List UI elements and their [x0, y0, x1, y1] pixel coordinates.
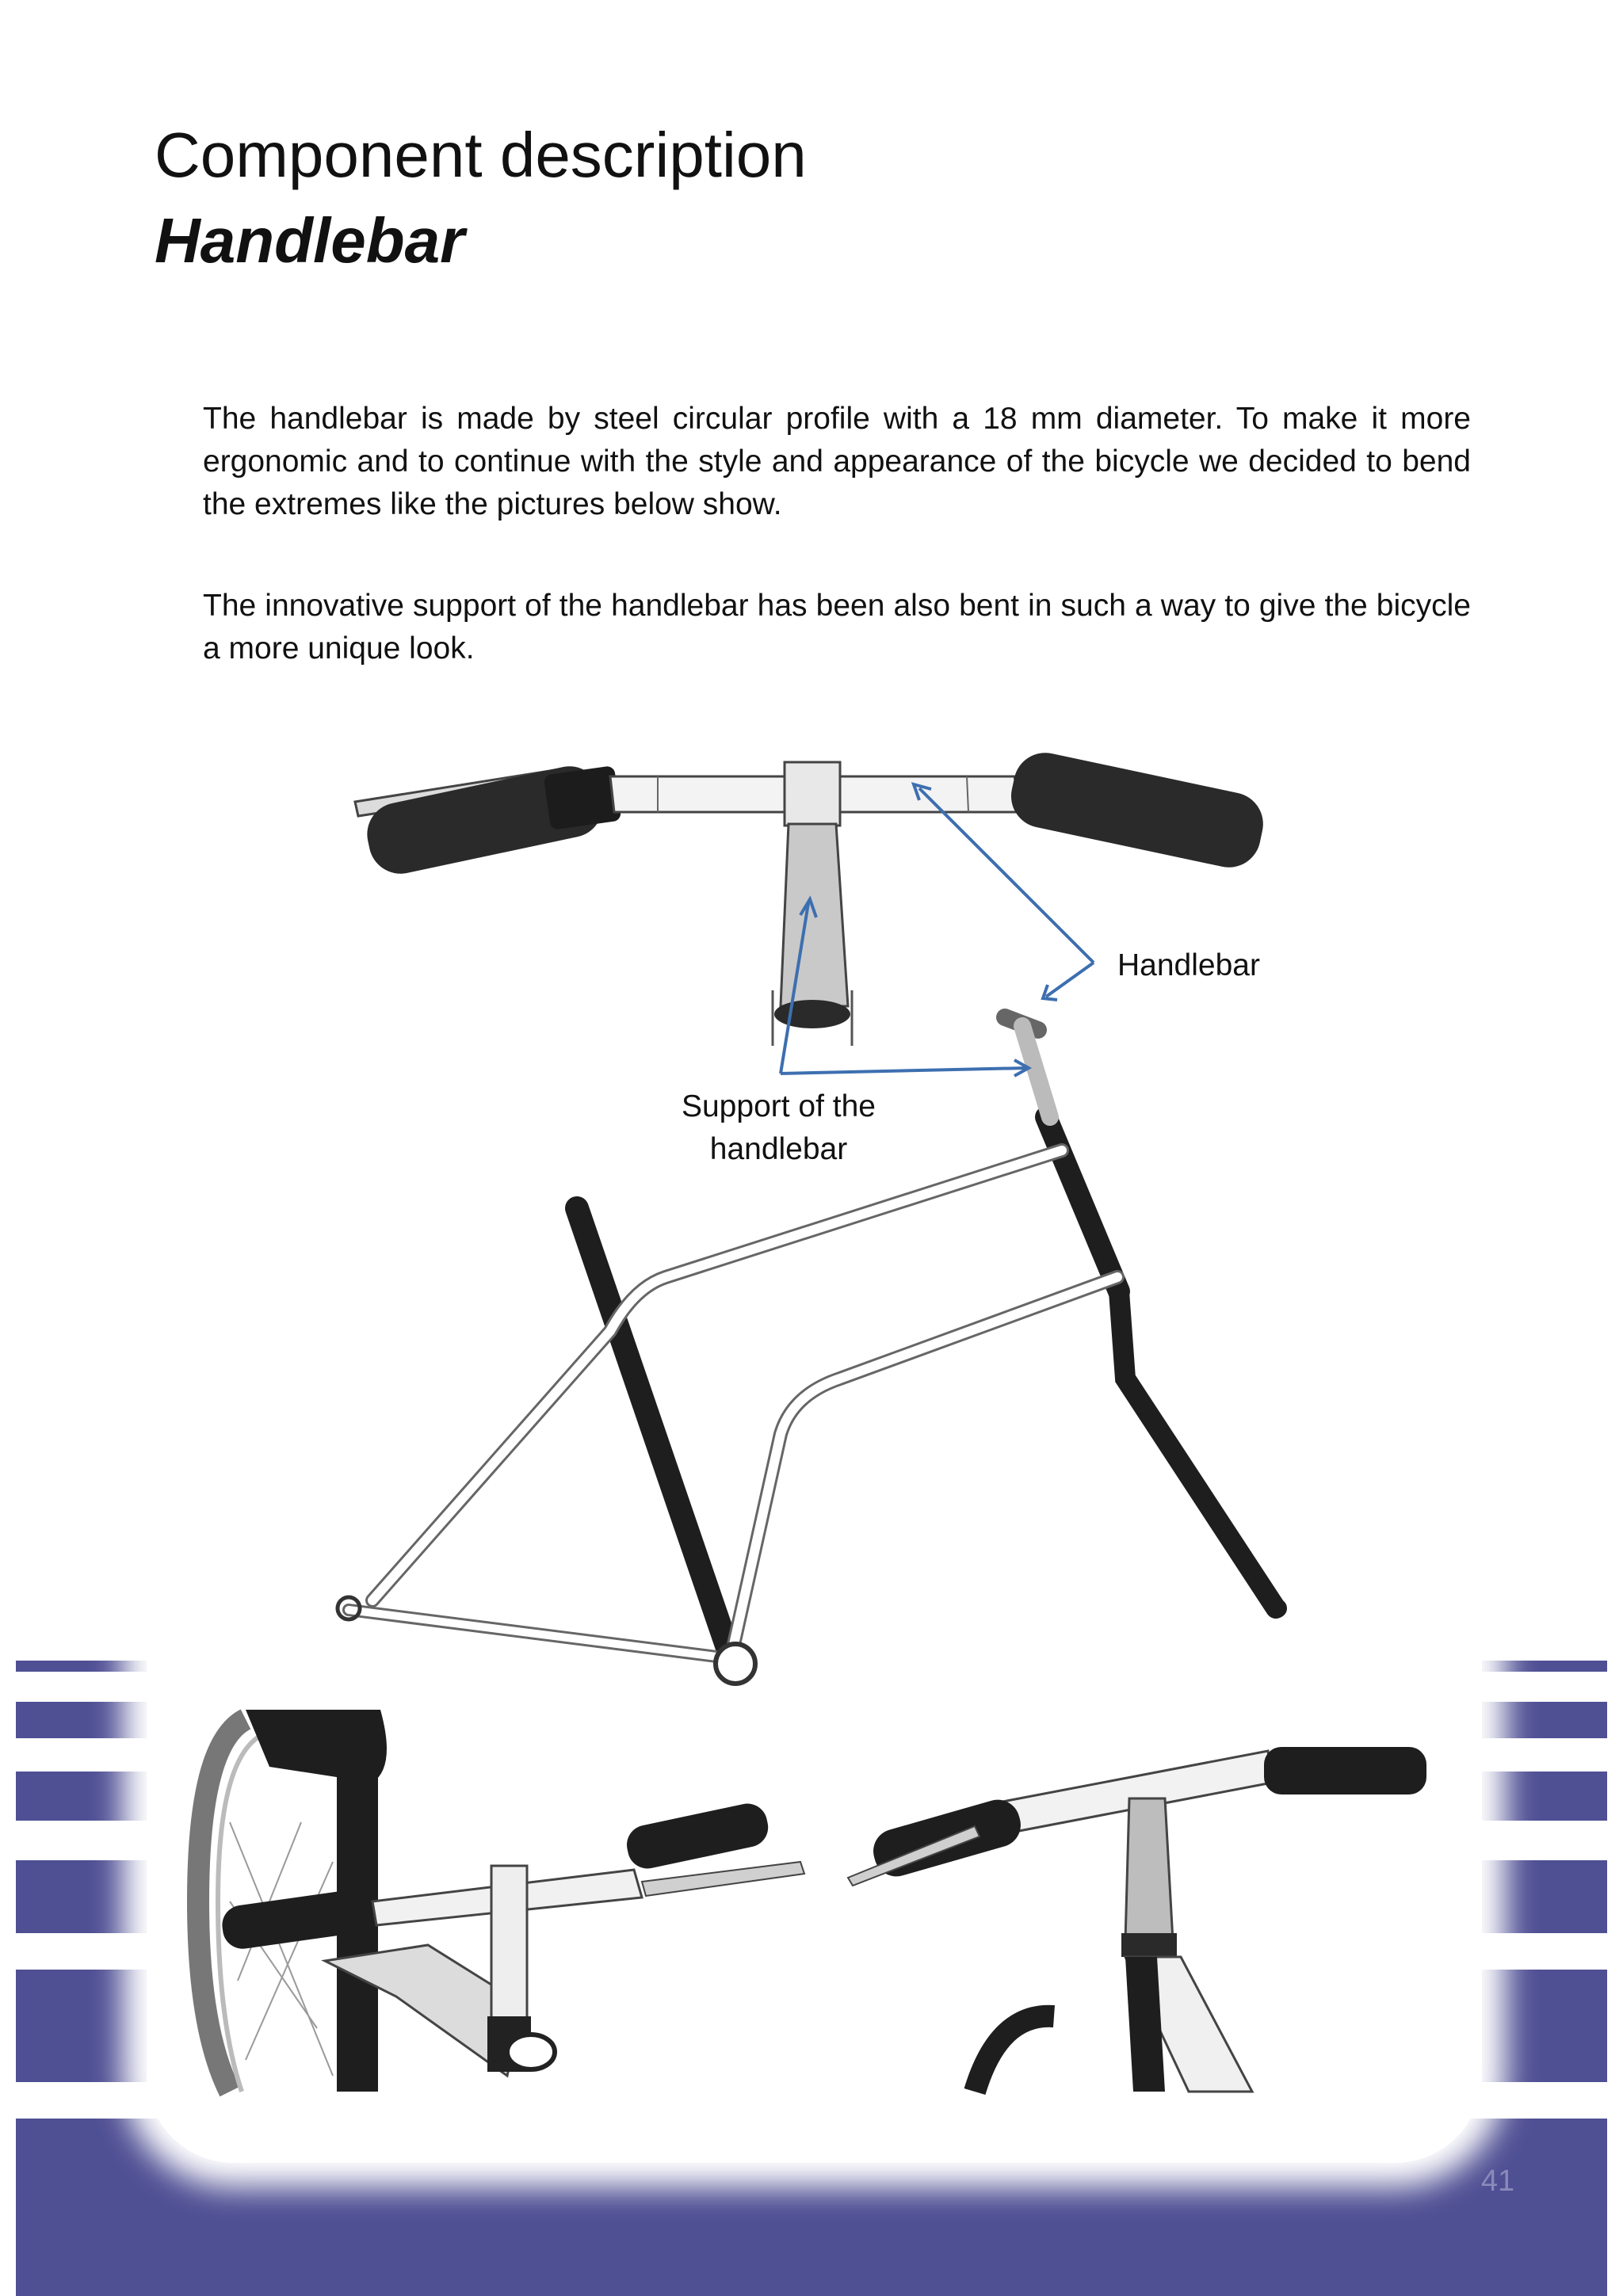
paragraph: The innovative support of the handlebar has been also bent in such a way to give the bicycle a more unique look. — [203, 589, 1471, 666]
bicycle-front-right-render — [840, 1735, 1458, 2092]
handlebar-label: Handlebar — [1117, 948, 1260, 982]
bicycle-front-left-render — [194, 1707, 824, 2092]
support-label: Support of the handlebar — [681, 1089, 876, 1166]
page-number: 41 — [1480, 2164, 1515, 2198]
page-subtitle: Handlebar — [155, 205, 465, 276]
paragraph: The handlebar is made by steel circular profile with a 18 mm diameter. To make it more ergonomic and to continue with the style and appearance of the bicycle we decided to bend the extremes like the pictures below show. — [203, 402, 1471, 521]
handlebar-illustration — [355, 747, 1269, 1046]
page-title: Component description — [155, 120, 807, 190]
